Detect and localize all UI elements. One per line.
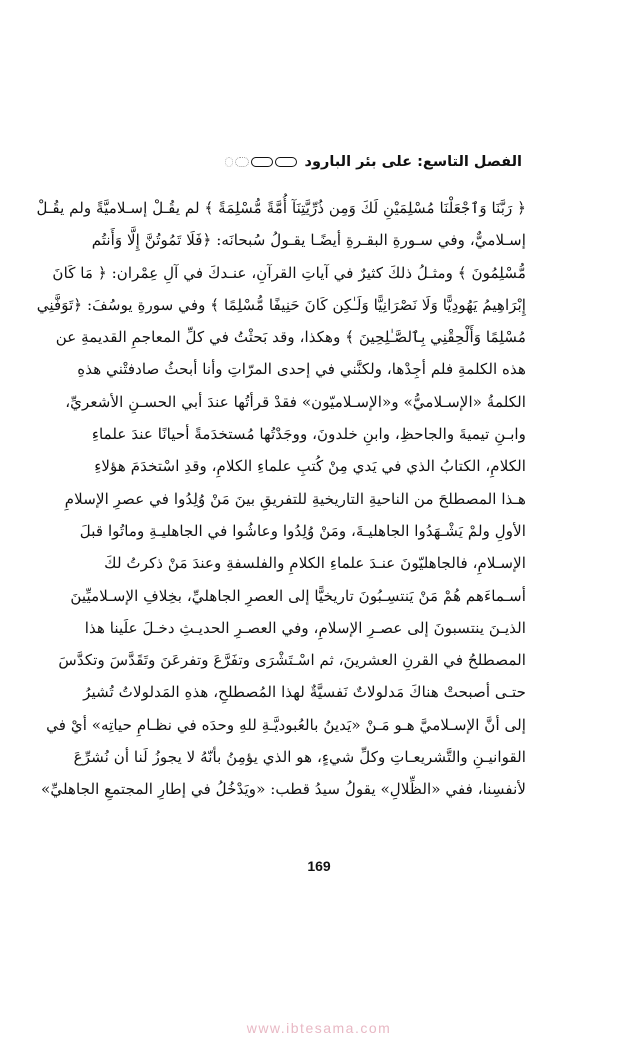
text-line: أسـماءَهم هُمْ مَنْ يَنتسِـبُونَ تاريخيًّا إلى العصرِ الجاهليِّ، بخِلافِ الإسـلاميِّينَ: [70, 586, 526, 605]
text-line: الإسـلامِ، فالجاهليّونَ عنـدَ علماءِ الكلامِ والفلسفةِ وعندَ مَنْ ذكرتُ لكَ: [104, 554, 526, 573]
text-line: الكلامِ، الكتابُ الذي في يَدي مِنْ كُتبِ علماءِ الكلامِ، وقدِ اسْتخدَمَ هؤلاءِ: [94, 457, 526, 476]
ornament-pill-icon: [235, 157, 249, 167]
text-line: وابـنِ تيميةَ والجاحظِ، وابنِ خلدونَ، ووجَدْتُها مُستخدَمةً أحيانًا عندَ علماءِ: [91, 425, 526, 444]
ornament-pill-icon: [225, 157, 233, 167]
body-text: [36, 192, 526, 806]
text-line: الأولِ ولمْ يَشْـهَدُوا الجاهليـةَ، ومَنْ وُلِدُوا وعاشُوا في الجاهليـةِ وماتُوا قبلَ: [79, 521, 526, 540]
text-line: الذيـنَ ينتسبونَ إلى عصـرِ الإسلامِ، وفي العصـرِ الحديـثِ دخـلَ علَينا هذا: [84, 618, 526, 637]
text-line: مُّسْلِمُونَ ﴾ ومثـلُ ذلكَ كثيرٌ في آياتِ القرآنِ، عنـدكَ في آلِ عِمْران: ﴿ مَا كَانَ: [52, 263, 526, 282]
ornament-pill-icon: [251, 157, 273, 167]
text-line: هذه الكلمةِ فلم أجِدْها، ولكنَّني في إحدى المرّاتِ وأنا أبحثُ صادفتْني هذهِ: [77, 360, 526, 379]
running-header: [112, 150, 522, 174]
text-line: ﴿ رَبَّنَا وَٱجْعَلْنَا مُسْلِمَيْنِ لَكَ وَمِن ذُرِّيَّتِنَآ أُمَّةً مُّسْلِمَةً ﴾ لم يقُـلْ إسـلاميَّةً ولم يقُـلْ: [36, 199, 526, 217]
text-line: الكلمةُ «الإسـلاميُّ» و«الإسـلاميّون» فقدْ قرأتُها عندَ أبي الحسـنِ الأشعريِّ،: [65, 392, 526, 411]
text-line: المصطلحُ في القرنِ العشرينَ، ثم اسْـتَشْرَى وتفَرَّعَ وتفرعَنَ وتَقَدَّسَ وتكدَّسَ: [58, 651, 526, 670]
chapter-title: الفصل التاسع: على بئر البارود: [304, 154, 522, 170]
text-line: مُسْلِمًا وَأَلْحِقْنِي بِٱلصَّـٰلِحِينَ ﴾ وهكذا، وقد بَحثْتُ في كلِّ المعاجمِ القديمةِ عن: [55, 328, 526, 347]
text-line: حتـى أصبحتْ هناكَ مَدلولاتٌ نَفسيَّةٌ لهذا المُصطلحِ، هذهِ المَدلولاتُ تُشيرُ: [83, 683, 526, 702]
ornament-pill-icon: [275, 157, 297, 167]
text-line: القوانيـنِ والتَّشريعـاتِ وكلِّ شيءٍ، هو الذي يؤمِنُ بأنّهُ لا يجوزُ لَنا أن نُشرِّعَ: [73, 748, 526, 767]
text-line: إلى أنَّ الإسـلاميَّ هـو مَـنْ «يَدينُ بالعُبوديَّـةِ للهِ وحدَه في نظـامِ حياتِه» أيْ في: [46, 715, 526, 734]
watermark-link[interactable]: www.ibtesama.com: [246, 1020, 392, 1036]
header-ornament-icon: [225, 157, 297, 167]
page-number: 169: [307, 858, 331, 874]
text-line: إسـلاميٌّ، وفي سـورةِ البقـرةِ أيضًـا يقـولُ سُبحانَه: ﴿فَلَا تَمُوتُنَّ إِلَّا وَأَنتُم: [91, 231, 526, 250]
text-line: لأنفسِنا، ففي «الظِّلالِ» يقولُ سيدُ قطب: «ويَدْخُلُ في إطارِ المجتمعِ الجاهليِّ»: [41, 780, 526, 799]
text-line: هـذا المصطلحَ من الناحيةِ التاريخيةِ للتفريقِ بينَ مَنْ وُلِدُوا في عصرِ الإسلامِ: [64, 489, 526, 508]
text-line: إِبْرَاهِيمُ يَهُودِيًّا وَلَا نَصْرَانِيًّا وَلَـٰكِن كَانَ حَنِيفًا مُّسْلِمًا ﴾ وفي سورةِ يوسُفَ: ﴿تَوَفَّنِي: [36, 295, 526, 314]
